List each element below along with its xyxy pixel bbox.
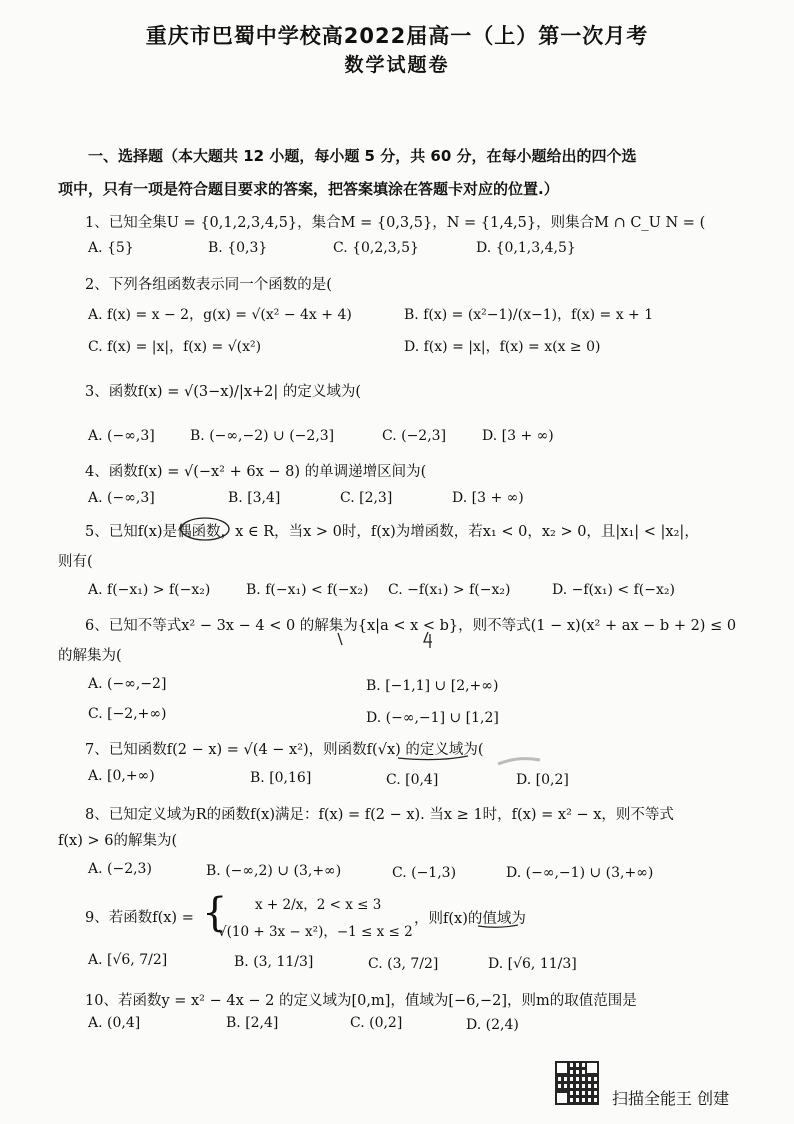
question-2-option-c: C. f(x) = |x|，f(x) = √(x²) xyxy=(88,339,262,355)
question-6-stem-cont: 的解集为( xyxy=(58,648,122,664)
question-9-option-d: D. [√6, 11/3] xyxy=(488,956,577,972)
question-9-piece-2: √(10 + 3x − x²)，−1 ≤ x ≤ 2 xyxy=(218,924,413,940)
question-9-piece-1: x + 2/x，2 < x ≤ 3 xyxy=(255,897,382,913)
section-heading-line2: 项中，只有一项是符合题目要求的答案，把答案填涂在答题卡对应的位置.） xyxy=(58,180,559,198)
question-9-stem: 9、若函数f(x) = xyxy=(85,910,194,926)
question-2-option-a: A. f(x) = x − 2，g(x) = √(x² − 4x + 4) xyxy=(88,307,352,323)
question-2-option-b: B. f(x) = (x²−1)/(x−1)，f(x) = x + 1 xyxy=(404,307,654,323)
question-9-option-c: C. (3, 7/2] xyxy=(368,956,439,972)
question-1-option-d: D. {0,1,3,4,5} xyxy=(476,240,576,256)
question-7-stem: 7、已知函数f(2 − x) = √(4 − x²)，则函数f(√x) 的定义域为( xyxy=(85,742,484,758)
question-4-option-d: D. [3 + ∞) xyxy=(452,490,524,506)
question-8-stem-cont: f(x) > 6的解集为( xyxy=(58,833,178,849)
question-8-option-d: D. (−∞,−1) ∪ (3,+∞) xyxy=(506,865,654,881)
question-10-option-c: C. (0,2] xyxy=(350,1015,403,1031)
question-6-stem: 6、已知不等式x² − 3x − 4 < 0 的解集为{x|a < x < b}，则不等式(1 − x)(x² + ax − b + 2) ≤ 0 xyxy=(85,618,737,634)
question-10-option-a: A. (0,4] xyxy=(88,1015,141,1031)
question-8-option-b: B. (−∞,2) ∪ (3,+∞) xyxy=(206,863,342,879)
question-1-option-c: C. {0,2,3,5} xyxy=(333,240,419,256)
question-1-option-b: B. {0,3} xyxy=(208,240,268,256)
page-title: 重庆市巴蜀中学校高2022届高一（上）第一次月考 xyxy=(145,24,649,48)
question-5-option-c: C. −f(x₁) > f(−x₂) xyxy=(388,582,511,598)
piecewise-brace: { xyxy=(202,890,228,936)
question-10-option-d: D. (2,4) xyxy=(466,1017,519,1033)
question-10-option-b: B. [2,4] xyxy=(226,1015,279,1031)
question-9-stem-tail: ，则f(x)的值域为 xyxy=(414,911,526,927)
question-9-option-a: A. [√6, 7/2] xyxy=(88,952,168,968)
question-4-option-b: B. [3,4] xyxy=(228,490,281,506)
question-3-option-b: B. (−∞,−2) ∪ (−2,3] xyxy=(190,428,335,444)
question-1-stem: 1、已知全集U = {0,1,2,3,4,5}，集合M = {0,3,5}，N = {1,4,5}，则集合M ∩ C_U N = ( xyxy=(85,215,706,231)
qr-code-icon xyxy=(555,1061,599,1105)
question-5-stem: 5、已知f(x)是偶函数，x ∈ R，当x > 0时，f(x)为增函数，若x₁ < 0，x₂ > 0，且|x₁| < |x₂|， xyxy=(85,524,699,540)
page-subtitle: 数学试题卷 xyxy=(344,54,450,76)
question-7-option-d: D. [0,2] xyxy=(516,772,569,788)
question-6-option-d: D. (−∞,−1] ∪ [1,2] xyxy=(366,710,499,726)
question-8-option-c: C. (−1,3) xyxy=(392,865,457,881)
question-4-option-c: C. [2,3] xyxy=(340,490,393,506)
question-4-option-a: A. (−∞,3] xyxy=(88,490,155,506)
question-9-option-b: B. (3, 11/3] xyxy=(234,954,314,970)
question-3-option-d: D. [3 + ∞) xyxy=(482,428,554,444)
question-8-option-a: A. (−2,3) xyxy=(88,861,152,877)
question-7-option-b: B. [0,16] xyxy=(250,770,312,786)
question-2-stem: 2、下列各组函数表示同一个函数的是( xyxy=(85,277,332,293)
question-3-stem: 3、函数f(x) = √(3−x)/|x+2| 的定义域为( xyxy=(85,384,362,400)
question-4-stem: 4、函数f(x) = √(−x² + 6x − 8) 的单调递增区间为( xyxy=(85,464,427,480)
question-2-option-d: D. f(x) = |x|，f(x) = x(x ≥ 0) xyxy=(404,339,601,355)
section-heading-line1: 一、选择题（本大题共 12 小题，每小题 5 分，共 60 分，在每小题给出的四个选 xyxy=(88,147,637,165)
question-3-option-c: C. (−2,3] xyxy=(382,428,447,444)
question-5-option-d: D. −f(x₁) < f(−x₂) xyxy=(552,582,675,598)
question-8-stem: 8、已知定义域为R的函数f(x)满足：f(x) = f(2 − x). 当x ≥ 1时，f(x) = x² − x，则不等式 xyxy=(85,807,674,823)
question-6-option-a: A. (−∞,−2] xyxy=(88,676,167,692)
question-5-option-a: A. f(−x₁) > f(−x₂) xyxy=(88,582,211,598)
question-7-option-a: A. [0,+∞) xyxy=(88,768,155,784)
question-5-option-b: B. f(−x₁) < f(−x₂) xyxy=(246,582,369,598)
question-5-stem-cont: 则有( xyxy=(58,554,93,570)
scanner-watermark: 扫描全能王 创建 xyxy=(612,1089,730,1108)
question-3-option-a: A. (−∞,3] xyxy=(88,428,155,444)
question-7-option-c: C. [0,4] xyxy=(386,772,439,788)
question-10-stem: 10、若函数y = x² − 4x − 2 的定义域为[0,m]，值域为[−6,−2]，则m的取值范围是 xyxy=(85,993,637,1009)
question-6-option-b: B. [−1,1] ∪ [2,+∞) xyxy=(366,678,499,694)
question-6-option-c: C. [−2,+∞) xyxy=(88,706,167,722)
question-1-option-a: A. {5} xyxy=(88,240,134,256)
